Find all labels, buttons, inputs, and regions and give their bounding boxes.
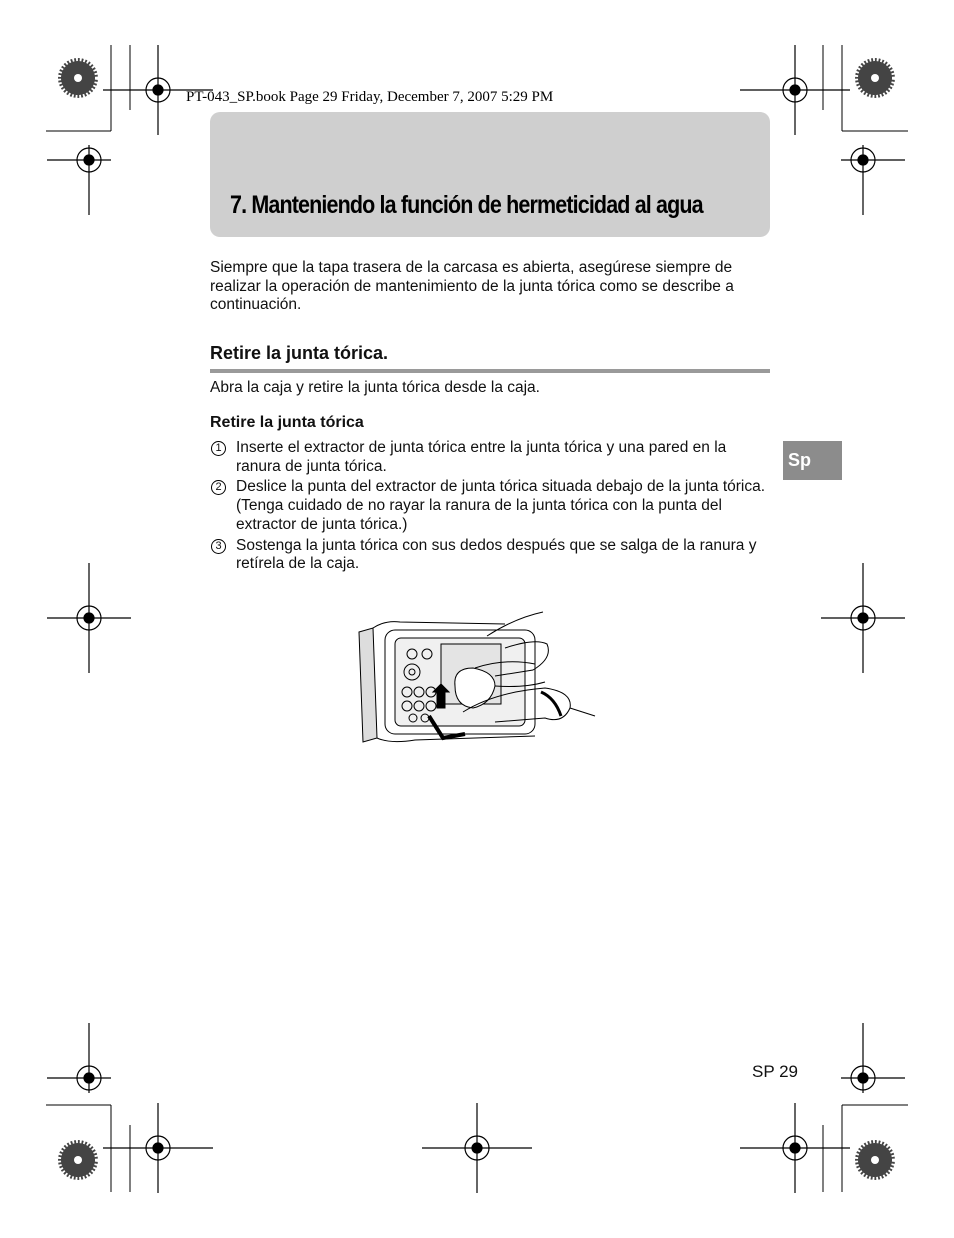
step-text: Inserte el extractor de junta tórica entre la junta tórica y una pared en la ranura de junta tórica. — [236, 439, 727, 475]
page-number: SP 29 — [752, 1062, 799, 1081]
step-item — [210, 439, 770, 476]
o-ring-removal-illustration — [355, 608, 600, 748]
step-item — [210, 537, 770, 574]
book-info-line: PT-043_SP.book Page 29 Friday, December 7, 2007 5:29 PM — [186, 89, 554, 105]
page-title: 7. Manteniendo la función de hermeticidad al agua — [230, 191, 703, 219]
step-number-badge: 1 — [211, 441, 226, 456]
procedure-heading: Retire la junta tórica — [210, 414, 364, 431]
step-text: Deslice la punta del extractor de junta tórica situada debajo de la junta tórica. — [236, 478, 766, 496]
section-divider — [210, 369, 770, 373]
step-text: Sostenga la junta tórica con sus dedos después que se salga de la ranura y retírela de la caja. — [236, 536, 757, 573]
title-bar — [210, 112, 770, 237]
step-list — [210, 439, 770, 576]
section-heading: Retire la junta tórica. — [210, 343, 389, 363]
language-tab: Sp — [783, 441, 842, 480]
step-item — [210, 478, 770, 534]
step-number-badge: 2 — [211, 480, 226, 495]
step-number-badge: 3 — [211, 539, 226, 554]
step-note: (Tenga cuidado de no rayar la ranura de la junta tórica con la punta del extractor de junta tórica.) — [236, 497, 722, 533]
intro-paragraph: Siempre que la tapa trasera de la carcasa es abierta, asegúrese siempre de realizar la operación de mantenimiento de la junta tórica como se describe a continuación. — [210, 259, 734, 314]
section-lead: Abra la caja y retire la junta tórica desde la caja. — [210, 379, 540, 396]
